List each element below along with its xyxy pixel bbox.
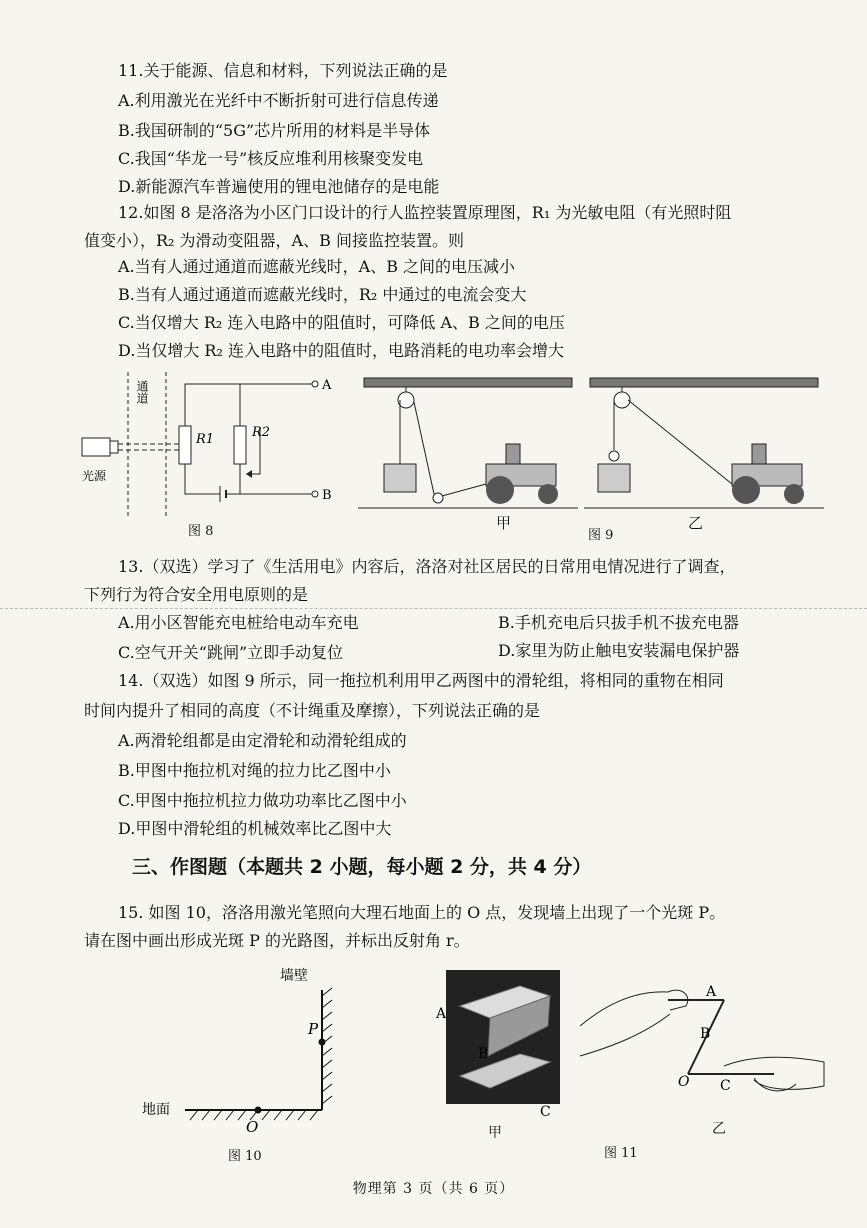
figure-10-caption: 图 10: [228, 1149, 262, 1164]
drawing-label-a: A: [706, 984, 717, 1000]
page-footer: 物理第 3 页（共 6 页）: [352, 1181, 515, 1197]
figure-11-yi-drawing: [574, 966, 834, 1116]
q14-option-c: C.甲图中拖拉机拉力做功功率比乙图中小: [118, 791, 407, 810]
q15-stem-line2: 请在图中画出形成光斑 P 的光路图，并标出反射角 r。: [84, 931, 470, 950]
q14-option-d: D.甲图中滑轮组的机械效率比乙图中大: [118, 819, 392, 838]
drawing-label-o: O: [678, 1074, 690, 1090]
figure-11-jia-photo: [430, 966, 580, 1126]
figure-9-caption: 图 9: [588, 528, 614, 543]
q13-option-d: D.家里为防止触电安装漏电保护器: [498, 641, 740, 660]
terminal-a-label: A: [322, 378, 332, 393]
q11-option-d: D.新能源汽车普遍使用的锂电池储存的是电能: [118, 177, 440, 196]
q12-option-d: D.当仅增大 R₂ 连入电路中的阻值时，电路消耗的电功率会增大: [118, 341, 564, 360]
figure-9-yi-label: 乙: [688, 514, 704, 532]
drawing-label-c: C: [720, 1078, 731, 1094]
q15-stem-line1: 15. 如图 10，洛洛用激光笔照向大理石地面上的 O 点，发现墙上出现了一个光斑 P。: [118, 903, 726, 922]
q12-stem-line2: 值变小），R₂ 为滑动变阻器，A、B 间接监控装置。则: [84, 231, 464, 250]
figure-9-yi: [584, 372, 824, 512]
figure-11-jia-label: 甲: [488, 1125, 502, 1141]
q11-option-b: B.我国研制的“5G”芯片所用的材料是半导体: [118, 121, 431, 140]
point-o-label: O: [246, 1118, 259, 1136]
figure-9-jia: [358, 372, 578, 512]
q14-stem-line2: 时间内提升了相同的高度（不计绳重及摩擦），下列说法正确的是: [84, 701, 541, 720]
q11-stem: 11.关于能源、信息和材料，下列说法正确的是: [118, 61, 448, 80]
q13-option-a: A.用小区智能充电桩给电动车充电: [118, 613, 359, 632]
terminal-b-label: B: [322, 488, 332, 503]
r1-label: R1: [196, 432, 215, 447]
q12-option-c: C.当仅增大 R₂ 连入电路中的阻值时，可降低 A、B 之间的电压: [118, 313, 565, 332]
channel-label: 通道: [135, 380, 149, 404]
q12-option-b: B.当有人通过通道而遮蔽光线时，R₂ 中通过的电流会变大: [118, 285, 527, 304]
figure-10-diagram: [130, 960, 360, 1160]
drawing-label-b: B: [700, 1026, 711, 1042]
floor-label: 地面: [142, 1102, 170, 1118]
q11-option-c: C.我国“华龙一号”核反应堆利用核聚变发电: [118, 149, 424, 168]
figure-11-caption: 图 11: [604, 1146, 638, 1161]
figure-8-caption: 图 8: [188, 524, 214, 539]
q13-option-b: B.手机充电后只拔手机不拔充电器: [498, 613, 739, 632]
wall-label: 墙壁: [280, 968, 308, 984]
q14-option-a: A.两滑轮组都是由定滑轮和动滑轮组成的: [118, 731, 407, 750]
q12-option-a: A.当有人通过通道而遮蔽光线时，A、B 之间的电压减小: [118, 257, 516, 276]
figure-11-yi-label: 乙: [712, 1121, 726, 1137]
q14-stem-line1: 14.（双选）如图 9 所示，同一拖拉机利用甲乙两图中的滑轮组，将相同的重物在相同: [118, 671, 724, 690]
r2-label: R2: [252, 425, 271, 440]
photo-label-b: B: [478, 1046, 489, 1062]
q13-stem-line1: 13.（双选）学习了《生活用电》内容后，洛洛对社区居民的日常用电情况进行了调查，: [118, 557, 736, 576]
photo-label-c: C: [540, 1104, 551, 1120]
q13-stem-line2: 下列行为符合安全用电原则的是: [84, 585, 309, 604]
photo-label-a: A: [436, 1006, 447, 1022]
spot-p-label: P: [308, 1020, 319, 1038]
fold-line: [0, 608, 867, 609]
figure-9-jia-label: 甲: [496, 514, 512, 532]
q12-stem-line1: 12.如图 8 是洛洛为小区门口设计的行人监控装置原理图，R₁ 为光敏电阻（有光照时阻: [118, 203, 732, 222]
q11-option-a: A.利用激光在光纤中不断折射可进行信息传递: [118, 91, 439, 110]
light-source-label: 光源: [82, 469, 107, 483]
q13-option-c: C.空气开关“跳闸”立即手动复位: [118, 643, 344, 662]
section-3-heading: 三、作图题（本题共 2 小题，每小题 2 分，共 4 分）: [132, 856, 592, 878]
q14-option-b: B.甲图中拖拉机对绳的拉力比乙图中小: [118, 761, 391, 780]
